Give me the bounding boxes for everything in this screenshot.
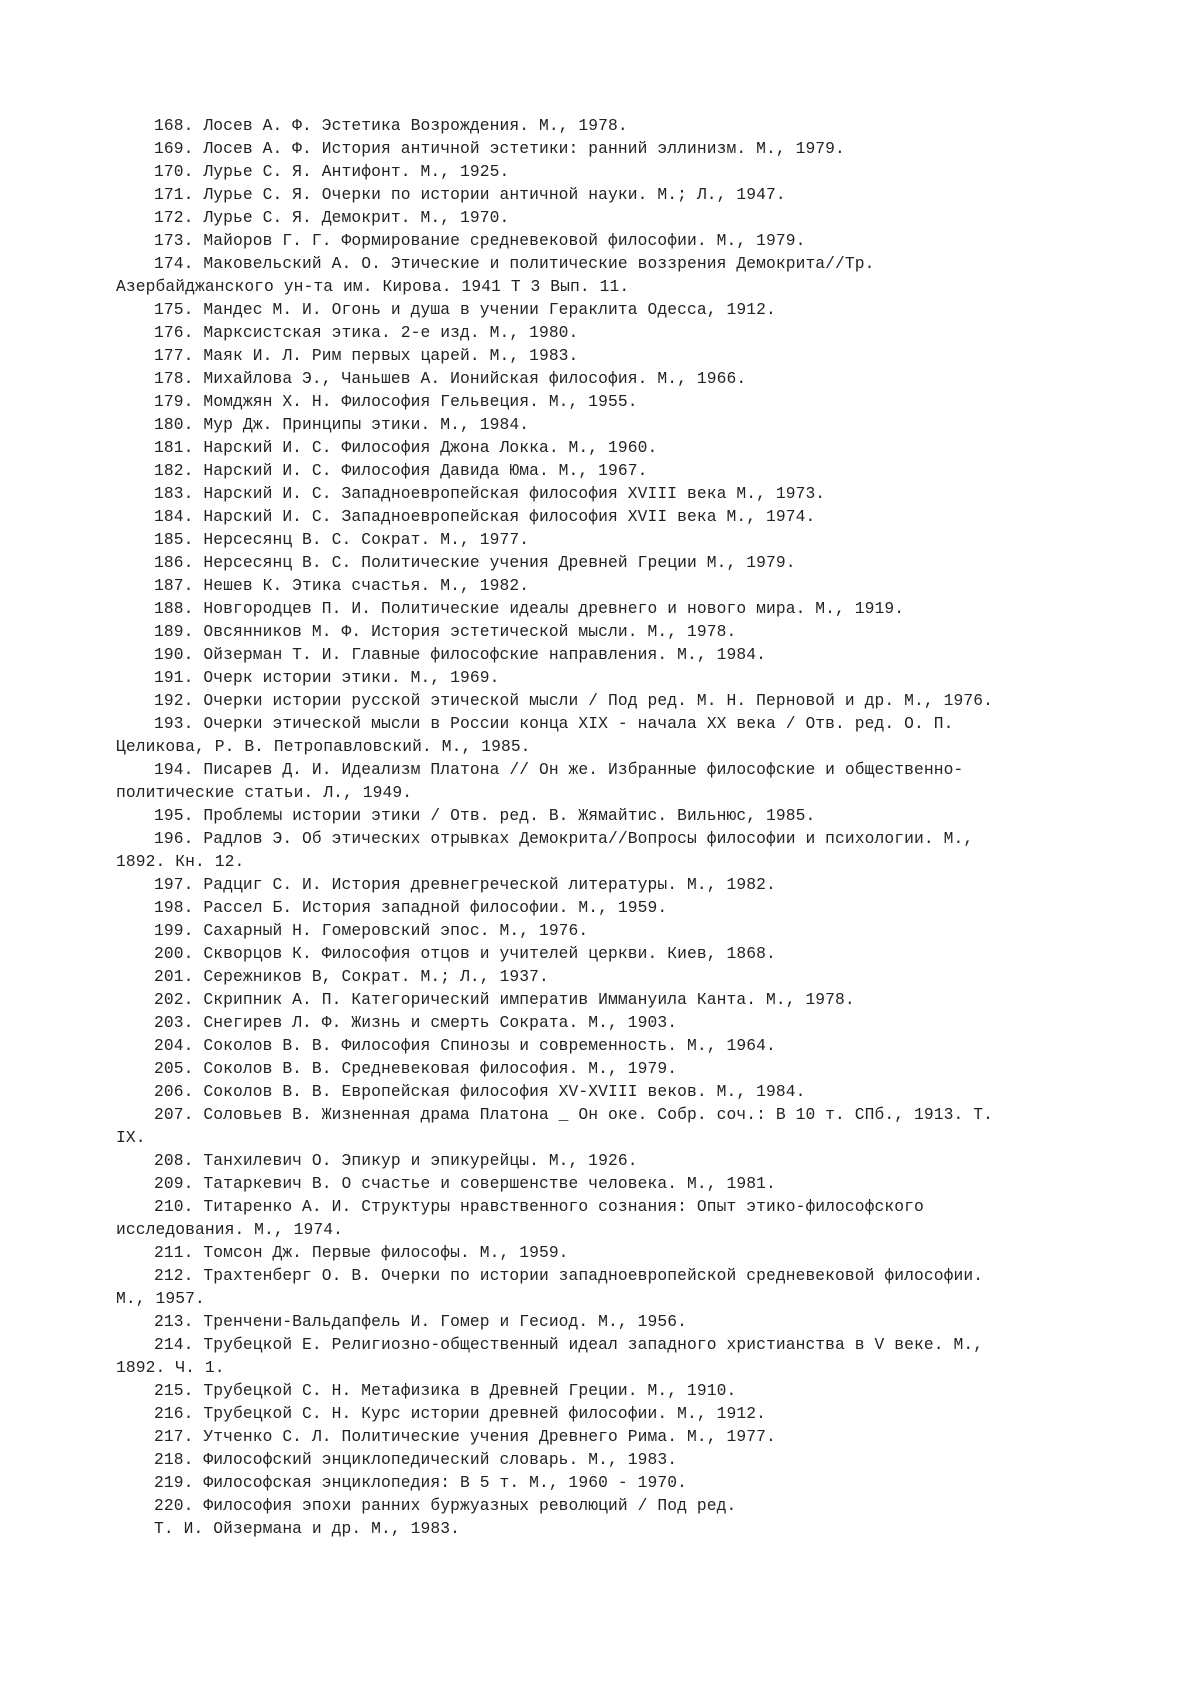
bibliography-entry-182: 182. Нарский И. С. Философия Давида Юма. М., 1967.	[154, 461, 648, 480]
bibliography-entry-169: 169. Лосев А. Ф. История античной эстетики: ранний эллинизм. М., 1979.	[154, 139, 845, 158]
bibliography-entry-209: 209. Татаркевич В. О счастье и совершенстве человека. М., 1981.	[154, 1174, 776, 1193]
bibliography-entry-205: 205. Соколов В. В. Средневековая философия. М., 1979.	[154, 1059, 678, 1078]
bibliography-entry-190: 190. Ойзерман Т. И. Главные философские направления. М., 1984.	[154, 645, 766, 664]
bibliography-entry-220: 220. Философия эпохи ранних буржуазных революций / Под ред.	[154, 1496, 737, 1515]
bibliography-entry-210: 210. Титаренко А. И. Структуры нравственного сознания: Опыт этико-философского исследования. М., 1974.	[116, 1197, 924, 1239]
bibliography-entry-183: 183. Нарский И. С. Западноевропейская философия XVIII века М., 1973.	[154, 484, 826, 503]
bibliography-entry-196: 196. Радлов Э. Об этических отрывках Демокрита//Вопросы философии и психологии. М., 1892. Кн. 12.	[116, 829, 974, 871]
bibliography-entry-181: 181. Нарский И. С. Философия Джона Локка. М., 1960.	[154, 438, 658, 457]
bibliography-entry-193: 193. Очерки этической мысли в России конца XIX - начала XX века / Отв. ред. О. П. Целикова, Р. В. Петропавловский. М., 1985.	[116, 714, 954, 756]
bibliography-entry-207: 207. Соловьев В. Жизненная драма Платона _ Он оке. Собр. соч.: В 10 т. СПб., 1913. Т. IX.	[116, 1105, 993, 1147]
bibliography-entry-177: 177. Маяк И. Л. Рим первых царей. М., 1983.	[154, 346, 579, 365]
bibliography-entry-218: 218. Философский энциклопедический словарь. М., 1983.	[154, 1450, 678, 1469]
bibliography-entry-176: 176. Марксистская этика. 2-е изд. М., 1980.	[154, 323, 579, 342]
bibliography-entry-179: 179. Момджян Х. Н. Философия Гельвеция. М., 1955.	[154, 392, 638, 411]
bibliography-entry-216: 216. Трубецкой С. Н. Курс истории древней философии. М., 1912.	[154, 1404, 766, 1423]
bibliography-entry-217: 217. Утченко С. Л. Политические учения Древнего Рима. М., 1977.	[154, 1427, 776, 1446]
bibliography-entry-186: 186. Нерсесянц В. С. Политические учения Древней Греции М., 1979.	[154, 553, 796, 572]
bibliography-entry-192: 192. Очерки истории русской этической мысли / Под ред. М. Н. Перновой и др. М., 1976.	[154, 691, 993, 710]
bibliography-entry-180: 180. Мур Дж. Принципы этики. М., 1984.	[154, 415, 530, 434]
bibliography-entry-187: 187. Нешев К. Этика счастья. М., 1982.	[154, 576, 530, 595]
bibliography-entry-200: 200. Скворцов К. Философия отцов и учителей церкви. Киев, 1868.	[154, 944, 776, 963]
bibliography-entry-195: 195. Проблемы истории этики / Отв. ред. В. Жямайтис. Вильнюс, 1985.	[154, 806, 816, 825]
bibliography-entry-201: 201. Сережников В, Сократ. М.; Л., 1937.	[154, 967, 549, 986]
bibliography-entry-170: 170. Лурье С. Я. Антифонт. М., 1925.	[154, 162, 510, 181]
bibliography-entry-168: 168. Лосев А. Ф. Эстетика Возрождения. М., 1978.	[154, 116, 628, 135]
bibliography-entry-173: 173. Майоров Г. Г. Формирование средневековой философии. М., 1979.	[154, 231, 806, 250]
bibliography-entry-184: 184. Нарский И. С. Западноевропейская философия XVII века М., 1974.	[154, 507, 816, 526]
bibliography-entry-220-continuation: Т. И. Ойзермана и др. М., 1983.	[154, 1519, 460, 1538]
bibliography-entry-175: 175. Мандес М. И. Огонь и душа в учении Гераклита Одесса, 1912.	[154, 300, 776, 319]
bibliography-entry-202: 202. Скрипник А. П. Категорический императив Иммануила Канта. М., 1978.	[154, 990, 855, 1009]
bibliography-entry-214: 214. Трубецкой Е. Религиозно-общественный идеал западного христианства в V веке. М., 1892. Ч. 1.	[116, 1335, 984, 1377]
bibliography-entry-208: 208. Танхилевич О. Эпикур и эпикурейцы. М., 1926.	[154, 1151, 638, 1170]
bibliography-entry-206: 206. Соколов В. В. Европейская философия XV-XVIII веков. М., 1984.	[154, 1082, 806, 1101]
bibliography-entry-172: 172. Лурье С. Я. Демокрит. М., 1970.	[154, 208, 510, 227]
bibliography-entry-185: 185. Нерсесянц В. С. Сократ. М., 1977.	[154, 530, 530, 549]
bibliography-entry-174: 174. Маковельский А. О. Этические и политические воззрения Демокрита//Тр. Азербайджанского ун-та им. Кирова. 1941 Т 3 Вып. 11.	[116, 254, 875, 296]
bibliography-entry-213: 213. Тренчени-Вальдапфель И. Гомер и Гесиод. М., 1956.	[154, 1312, 687, 1331]
bibliography-entry-215: 215. Трубецкой С. Н. Метафизика в Древней Греции. М., 1910.	[154, 1381, 737, 1400]
bibliography-entry-219: 219. Философская энциклопедия: В 5 т. М., 1960 - 1970.	[154, 1473, 687, 1492]
bibliography-entry-211: 211. Томсон Дж. Первые философы. М., 1959.	[154, 1243, 569, 1262]
bibliography-entry-188: 188. Новгородцев П. И. Политические идеалы древнего и нового мира. М., 1919.	[154, 599, 905, 618]
bibliography-entry-204: 204. Соколов В. В. Философия Спинозы и современность. М., 1964.	[154, 1036, 776, 1055]
bibliography-entry-178: 178. Михайлова Э., Чаньшев А. Ионийская философия. М., 1966.	[154, 369, 747, 388]
bibliography-page	[116, 114, 1016, 1540]
bibliography-entry-197: 197. Радциг С. И. История древнегреческой литературы. М., 1982.	[154, 875, 776, 894]
bibliography-entry-198: 198. Рассел Б. История западной философии. М., 1959.	[154, 898, 668, 917]
bibliography-entry-203: 203. Снегирев Л. Ф. Жизнь и смерть Сократа. М., 1903.	[154, 1013, 678, 1032]
bibliography-entry-191: 191. Очерк истории этики. М., 1969.	[154, 668, 500, 687]
bibliography-entry-212: 212. Трахтенберг О. В. Очерки по истории западноевропейской средневековой философии. М., 1957.	[116, 1266, 984, 1308]
bibliography-entry-194: 194. Писарев Д. И. Идеализм Платона // Он же. Избранные философские и общественно-политические статьи. Л., 1949.	[116, 760, 964, 802]
bibliography-entry-171: 171. Лурье С. Я. Очерки по истории античной науки. М.; Л., 1947.	[154, 185, 786, 204]
bibliography-entry-199: 199. Сахарный Н. Гомеровский эпос. М., 1976.	[154, 921, 589, 940]
bibliography-entry-189: 189. Овсянников М. Ф. История эстетической мысли. М., 1978.	[154, 622, 737, 641]
